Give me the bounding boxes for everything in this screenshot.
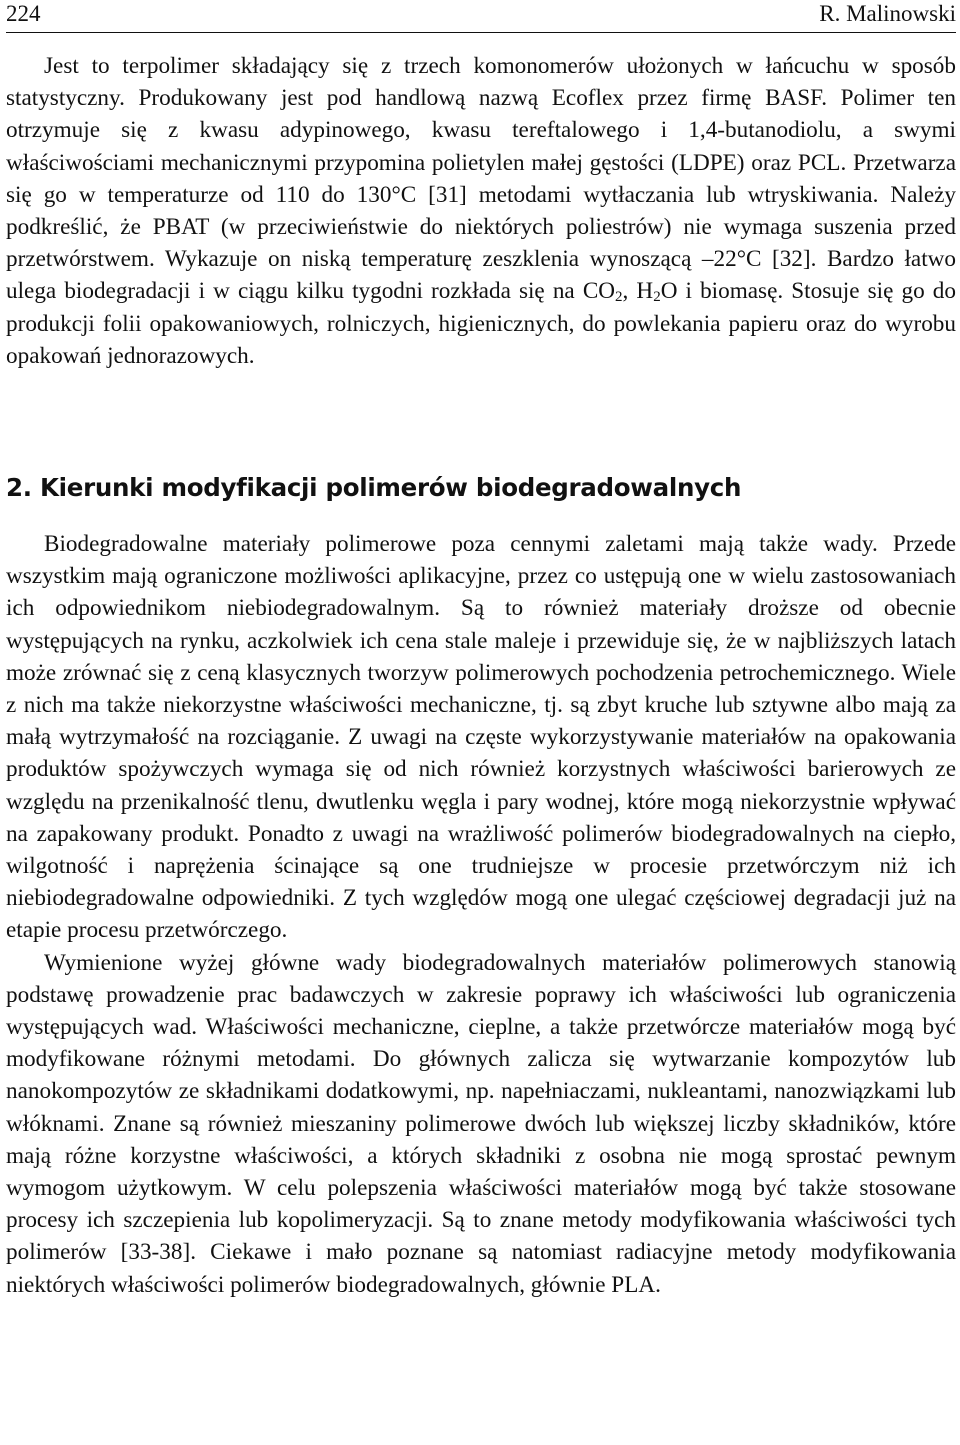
running-header	[6, 0, 956, 33]
modification-directions-section	[6, 528, 956, 1301]
co2-subscript: 2	[615, 289, 623, 306]
document-page	[6, 0, 956, 1445]
pbat-paragraph-text-a: Jest to terpolimer składający się z trzech komonomerów ułożonych w łańcuchu w sposób statystyczny. Produkowany jest pod handlową nazwą Ecoflex przez firmę BASF. Polimer ten otrzymuje się z kwasu adypinowego, kwasu tereftalowego i 1,4-butanodiolu, a swymi właściwościami mechanicznymi przypomina polietylen małej gęstości (LDPE) oraz PCL. Przetwarza się go w temperaturze od 110 do 130°C [31] metodami wytłaczania lub wtryskiwania. Należy podkreślić, że PBAT (w przeciwieństwie do niektórych poliestrów) nie wymaga suszenia przed przetwórstwem. Wykazuje on niską temperaturę zeszklenia wynoszącą –22°C [32]. Bardzo łatwo ulega biodegradacji i w ciągu kilku tygodni rozkłada się na CO	[6, 53, 956, 305]
pbat-paragraph	[6, 50, 956, 372]
h2o-prefix: , H	[622, 278, 654, 305]
h2o-subscript: 2	[653, 289, 661, 306]
pbat-paragraph-text-b: O i biomasę. Stosuje się go do produkcji folii opakowaniowych, rolniczych, higienicznych, do powlekania papieru oraz do wyrobu opakowań jednorazowych.	[6, 278, 956, 369]
section-heading: 2. Kierunki modyfikacji polimerów biodegradowalnych	[6, 473, 742, 502]
modification-methods-paragraph: Wymienione wyżej główne wady biodegradowalnych materiałów polimerowych stanowią podstawę prowadzenie prac badawczych w zakresie poprawy ich właściwości lub ograniczenia występujących wad. Właściwości mechaniczne, cieplne, a także przetwórcze materiałów mogą być modyfikowane różnymi metodami. Do głównych zalicza się wytwarzanie kompozytów lub nanokompozytów ze składnikami dodatkowymi, np. napełniaczami, nukleantami, nanozwiązkami lub włóknami. Znane są również mieszaniny polimerowe dwóch lub większej liczby składników, które mają różne korzystne właściwości, a których składniki z osobna nie mogą sprostać pewnym wymogom użytkowym. W celu polepszenia właściwości materiałów mogą być także stosowane procesy ich szczepienia lub kopolimeryzacji. Są to znane metody modyfikowania właściwości tych polimerów [33-38]. Ciekawe i mało poznane są natomiast radiacyjne metody modyfikowania niektórych właściwości polimerów biodegradowalnych, głównie PLA.	[6, 949, 956, 1298]
running-header-author: R. Malinowski	[819, 1, 956, 26]
drawbacks-paragraph: Biodegradowalne materiały polimerowe poza cennymi zaletami mają także wady. Przede wszystkim mają ograniczone możliwości aplikacyjne, przez co ustępują one w wielu zastosowaniach ich odpowiednikom niebiodegradowalnym. Są to również materiały droższe od obecnie występujących na rynku, aczkolwiek ich cena stale maleje i przewiduje się, że w najbliższych latach może zrównać się z ceną klasycznych tworzyw polimerowych pochodzenia petrochemicznego. Wiele z nich ma także niekorzystne właściwości mechaniczne, tj. są zbyt kruche lub sztywne albo mają za małą wytrzymałość na rozciąganie. Z uwagi na częste wykorzystywanie materiałów na opakowania produktów spożywczych wymaga się od nich również korzystnych właściwości barierowych ze względu na przenikalność tlenu, dwutlenku węgla i pary wodnej, które mogą niekorzystnie wpływać na zapakowany produkt. Ponadto z uwagi na wrażliwość polimerów biodegradowalnych na ciepło, wilgotność i naprężenia ścinające są one trudniejsze w procesie przetwórczym niż ich niebiodegradowalne odpowiedniki. Z tych względów mogą one ulegać częściowej degradacji już na etapie procesu przetwórczego.	[6, 531, 956, 944]
page-number: 224	[6, 1, 41, 26]
pbat-description-section	[6, 50, 956, 372]
